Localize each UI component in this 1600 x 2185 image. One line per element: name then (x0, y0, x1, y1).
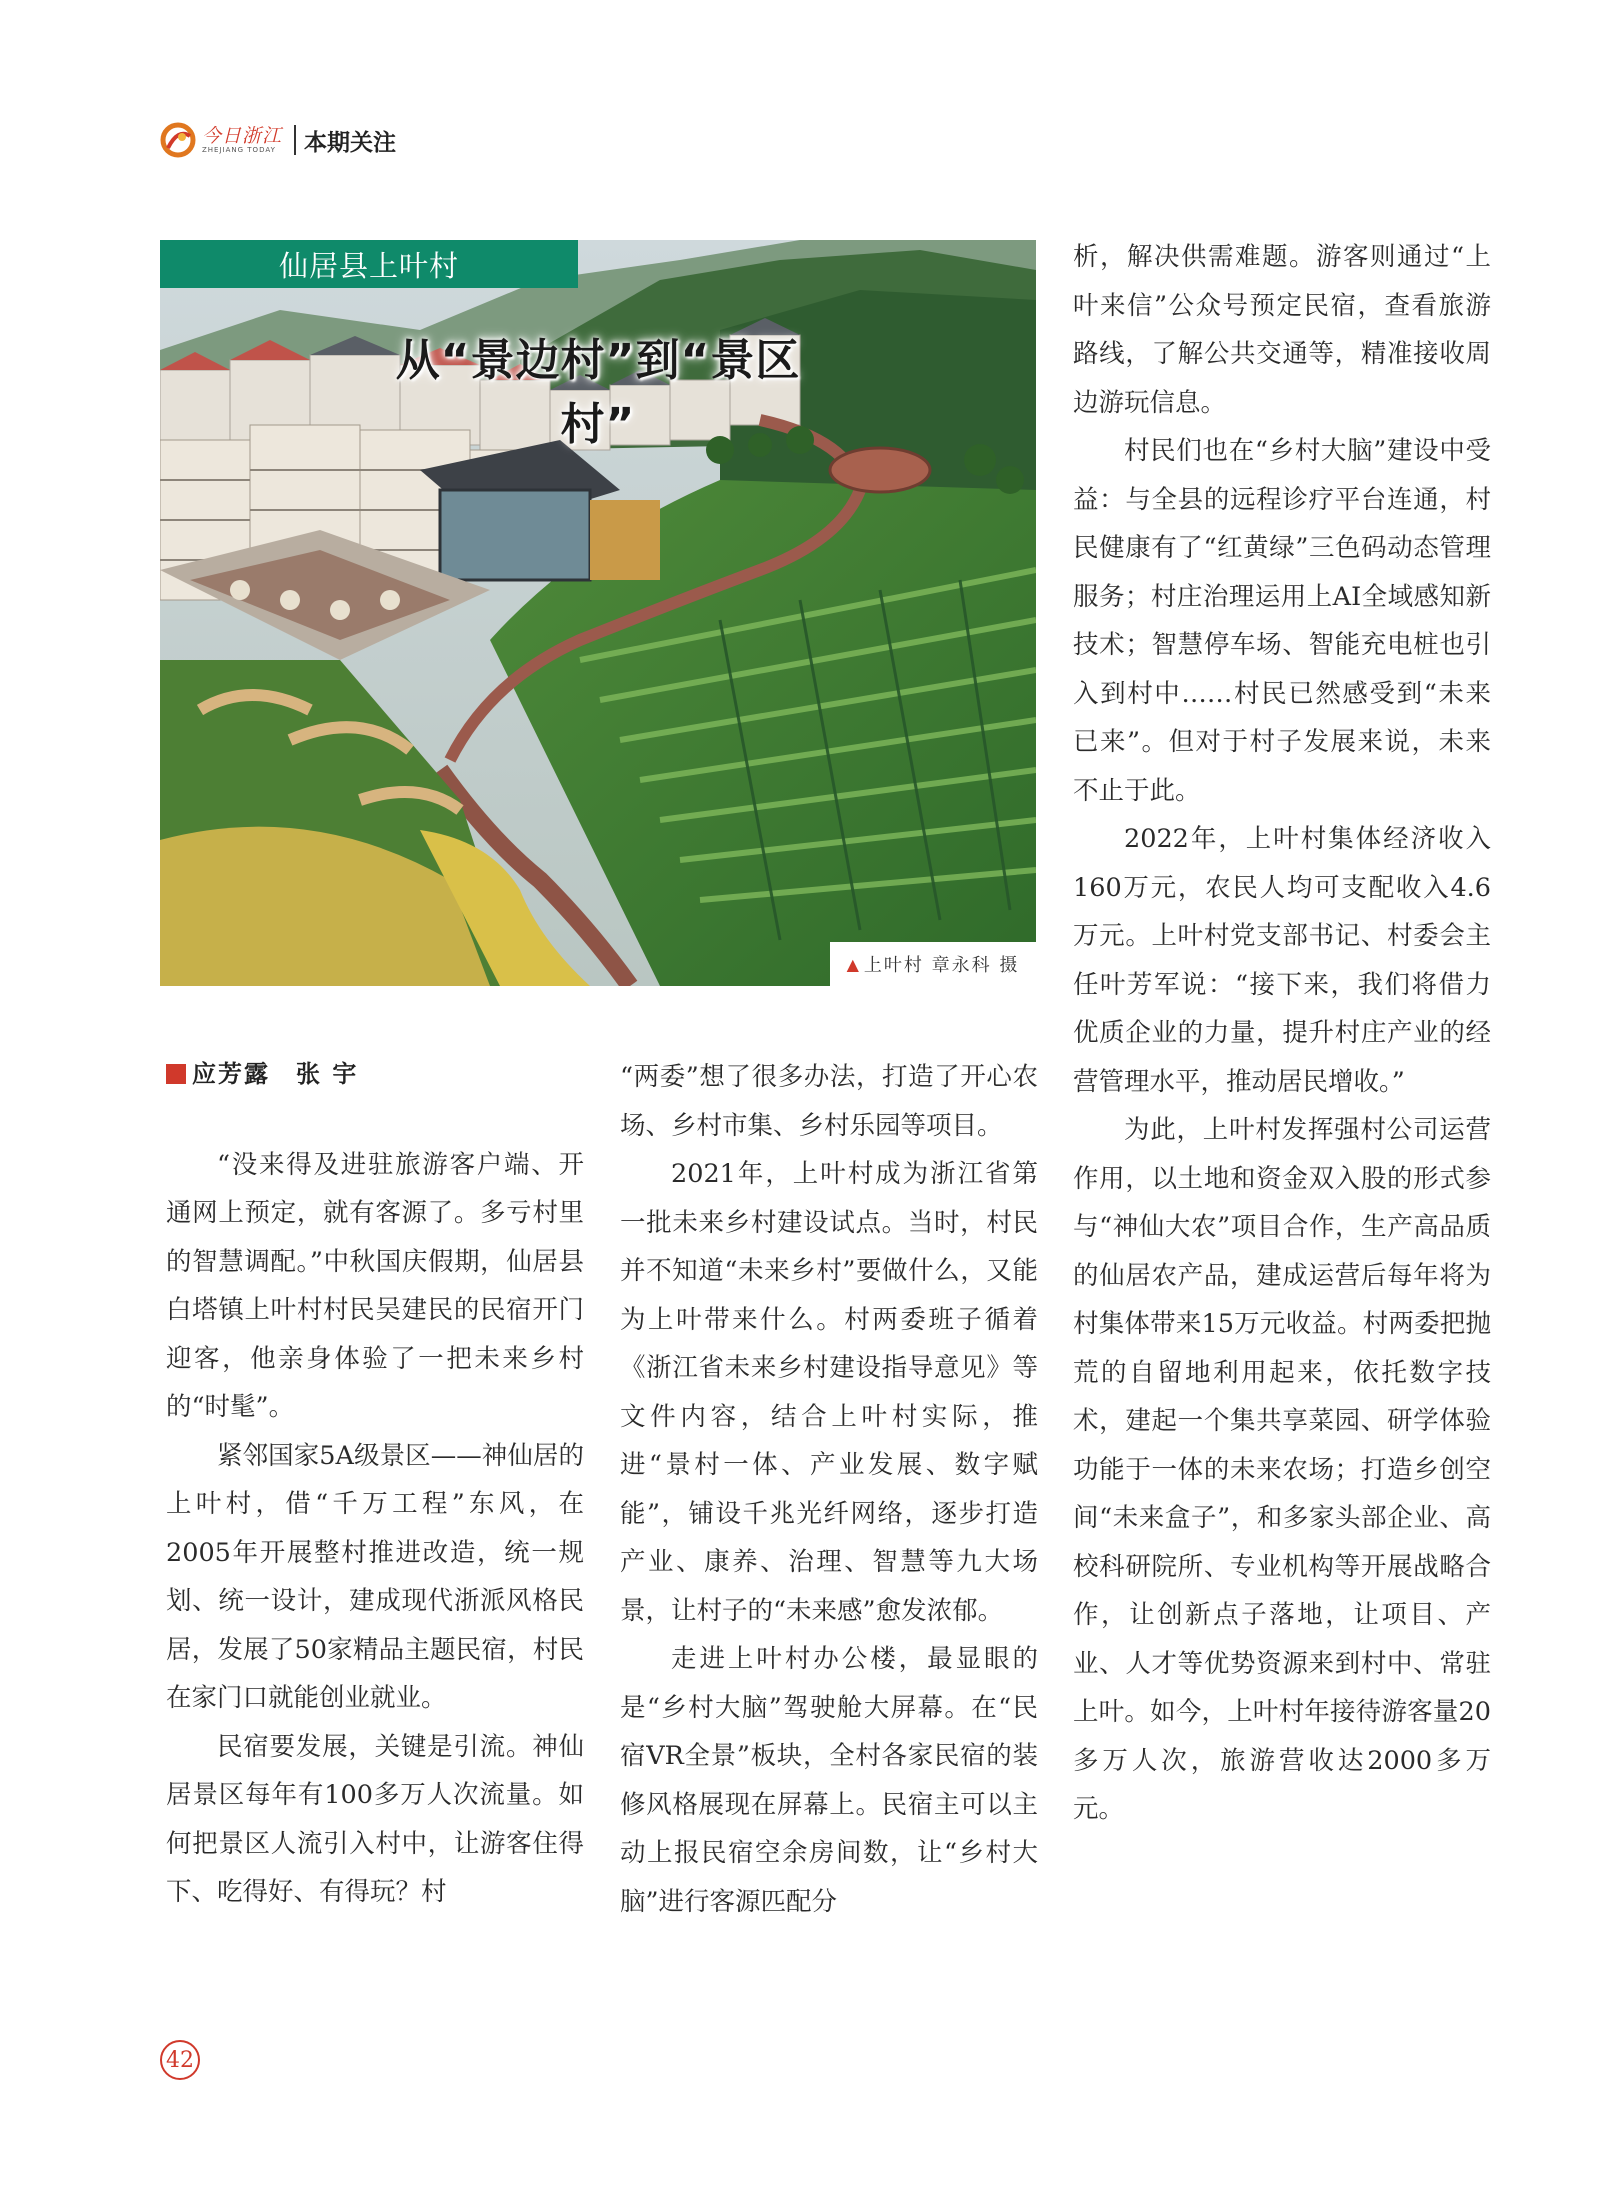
paragraph: 走进上叶村办公楼，最显眼的是“乡村大脑”驾驶舱大屏幕。在“民宿VR全景”板块，全村各家民宿的装修风格展现在屏幕上。民宿主可以主动上报民宿空余房间数，让“乡村大脑”进行客源匹配分 (620, 1644, 1038, 1917)
paragraph-continued: “两委”想了很多办法，打造了开心农场、乡村市集、乡村乐园等项目。 (620, 1062, 1038, 1141)
paragraph: “没来得及进驻旅游客户端、开通网上预定，就有客源了。多亏村里的智慧调配。”中秋国庆假期，仙居县白塔镇上叶村村民吴建民的民宿开门迎客，他亲身体验了一把未来乡村的“时髦”。 (166, 1149, 584, 1422)
paragraph: 紧邻国家5A级景区——神仙居的上叶村，借“千万工程”东风，在2005年开展整村推进改造，统一规划、统一设计，建成现代浙派风格民居，发展了50家精品主题民宿，村民在家门口就能创业就业。 (166, 1440, 584, 1713)
page-number: 42 (160, 2040, 200, 2080)
logo-chinese: 今日浙江 (202, 124, 283, 147)
article-column-3 (1073, 233, 1491, 1834)
location-tag-text: 仙居县上叶村 (278, 248, 459, 283)
article-photo (160, 240, 1036, 986)
triangle-marker-icon: ▲ (846, 954, 861, 974)
paragraph: 2021年，上叶村成为浙江省第一批未来乡村建设试点。当时，村民并不知道“未来乡村”要做什么，又能为上叶带来什么。村两委班子循着《浙江省未来乡村建设指导意见》等文件内容，结合上叶村实际，推进“景村一体、产业发展、数字赋能”，铺设千兆光纤网络，逐步打造产业、康养、治理、智慧等九大场景，让村子的“未来感”愈发浓郁。 (620, 1159, 1038, 1626)
page-header (160, 118, 396, 162)
paragraph-continued: 析，解决供需难题。游客则通过“上叶来信”公众号预定民宿，查看旅游路线，了解公共交通等，精准接收周边游玩信息。 (1073, 242, 1491, 418)
byline-marker-icon (166, 1064, 186, 1084)
paragraph: 2022年，上叶村集体经济收入160万元，农民人均可支配收入4.6万元。上叶村党支部书记、村委会主任叶芳军说：“接下来，我们将借力优质企业的力量，提升村庄产业的经营管理水平，推动居民增收。” (1073, 824, 1491, 1097)
paragraph: 为此，上叶村发挥强村公司运营作用，以土地和资金双入股的形式参与“神仙大农”项目合作，生产高品质的仙居农产品，建成运营后每年将为村集体带来15万元收益。村两委把抛荒的自留地利用起来，依托数字技术，建起一个集共享菜园、研学体验功能于一体的未来农场；打造乡创空间“未来盒子”，和多家头部企业、高校科研院所、专业机构等开展战略合作，让创新点子落地，让项目、产业、人才等优势资源来到村中、常驻上叶。如今，上叶村年接待游客量20多万人次，旅游营收达2000多万元。 (1073, 1115, 1491, 1824)
article-column-2 (620, 1053, 1038, 1926)
article-column-1 (166, 1050, 584, 1917)
magazine-logo-text (202, 126, 282, 155)
location-tag (160, 240, 578, 288)
paragraph: 民宿要发展，关键是引流。神仙居景区每年有100多万人次流量。如何把景区人流引入村中，让游客住得下、吃得好、有得玩？村 (166, 1731, 584, 1907)
author-name: 应芳露 (192, 1060, 270, 1088)
photo-credit (830, 942, 1036, 986)
paragraph: 村民们也在“乡村大脑”建设中受益：与全县的远程诊疗平台连通，村民健康有了“红黄绿”三色码动态管理服务；村庄治理运用上AI全域感知新技术；智慧停车场、智能充电桩也引入到村中……村民已然感受到“未来已来”。但对于村子发展来说，未来不止于此。 (1073, 436, 1491, 806)
photo-credit-text: 上叶村 章永科 摄 (863, 955, 1020, 976)
magazine-logo-icon (160, 122, 196, 158)
logo-english: ZHEJIANG TODAY (202, 145, 276, 154)
author-name: 张 宇 (296, 1060, 359, 1088)
byline (166, 1050, 584, 1099)
header-divider (294, 125, 296, 155)
article-headline: 从“景边村”到“景区村” (395, 335, 801, 450)
section-title: 本期关注 (304, 129, 397, 156)
